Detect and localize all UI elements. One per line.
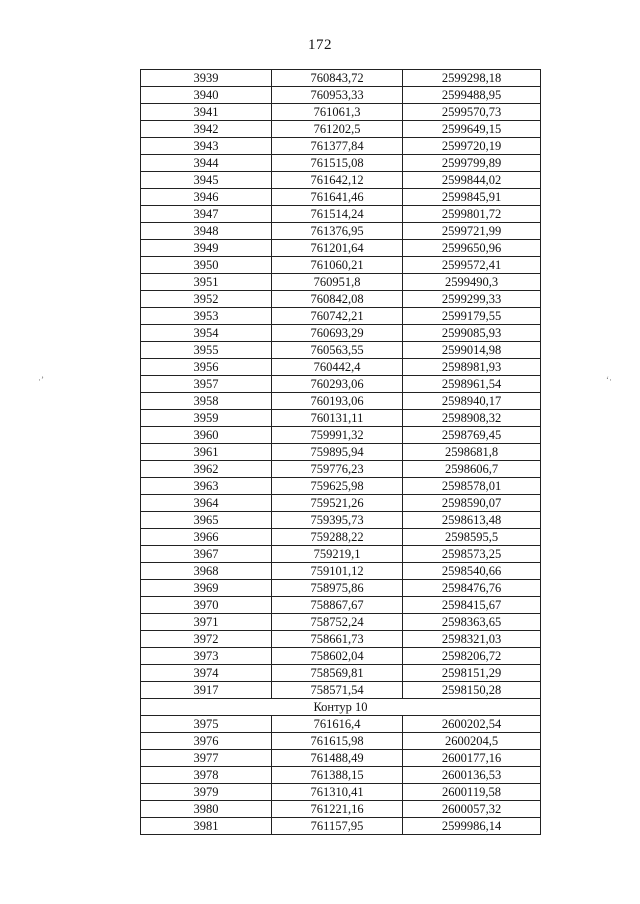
point-number-cell: 3977 bbox=[141, 750, 272, 767]
table-row bbox=[141, 478, 541, 495]
table-row bbox=[141, 682, 541, 699]
point-number-cell: 3972 bbox=[141, 631, 272, 648]
x-coordinate-cell: 758602,04 bbox=[272, 648, 403, 665]
point-number-cell: 3943 bbox=[141, 138, 272, 155]
point-number-cell: 3959 bbox=[141, 410, 272, 427]
y-coordinate-cell: 2598573,25 bbox=[403, 546, 541, 563]
section2-body bbox=[141, 716, 541, 835]
x-coordinate-cell: 758975,86 bbox=[272, 580, 403, 597]
table-row bbox=[141, 121, 541, 138]
x-coordinate-cell: 761615,98 bbox=[272, 733, 403, 750]
point-number-cell: 3947 bbox=[141, 206, 272, 223]
y-coordinate-cell: 2599085,93 bbox=[403, 325, 541, 342]
point-number-cell: 3981 bbox=[141, 818, 272, 835]
point-number-cell: 3974 bbox=[141, 665, 272, 682]
x-coordinate-cell: 759776,23 bbox=[272, 461, 403, 478]
x-coordinate-cell: 761061,3 bbox=[272, 104, 403, 121]
table-row bbox=[141, 410, 541, 427]
y-coordinate-cell: 2598595,5 bbox=[403, 529, 541, 546]
y-coordinate-cell: 2598981,93 bbox=[403, 359, 541, 376]
x-coordinate-cell: 760843,72 bbox=[272, 70, 403, 87]
x-coordinate-cell: 759395,73 bbox=[272, 512, 403, 529]
point-number-cell: 3970 bbox=[141, 597, 272, 614]
table-row bbox=[141, 155, 541, 172]
x-coordinate-cell: 761377,84 bbox=[272, 138, 403, 155]
table-row bbox=[141, 427, 541, 444]
table-row bbox=[141, 801, 541, 818]
point-number-cell: 3948 bbox=[141, 223, 272, 240]
y-coordinate-cell: 2598578,01 bbox=[403, 478, 541, 495]
x-coordinate-cell: 759895,94 bbox=[272, 444, 403, 461]
table-row bbox=[141, 274, 541, 291]
y-coordinate-cell: 2600119,58 bbox=[403, 784, 541, 801]
point-number-cell: 3967 bbox=[141, 546, 272, 563]
point-number-cell: 3953 bbox=[141, 308, 272, 325]
y-coordinate-cell: 2599490,3 bbox=[403, 274, 541, 291]
table-row bbox=[141, 512, 541, 529]
x-coordinate-cell: 760293,06 bbox=[272, 376, 403, 393]
x-coordinate-cell: 759625,98 bbox=[272, 478, 403, 495]
x-coordinate-cell: 759288,22 bbox=[272, 529, 403, 546]
x-coordinate-cell: 761157,95 bbox=[272, 818, 403, 835]
table-row bbox=[141, 750, 541, 767]
x-coordinate-cell: 759219,1 bbox=[272, 546, 403, 563]
table-row bbox=[141, 240, 541, 257]
table-row bbox=[141, 444, 541, 461]
point-number-cell: 3968 bbox=[141, 563, 272, 580]
section1-body bbox=[141, 70, 541, 699]
x-coordinate-cell: 759101,12 bbox=[272, 563, 403, 580]
table-row bbox=[141, 104, 541, 121]
x-coordinate-cell: 761310,41 bbox=[272, 784, 403, 801]
x-coordinate-cell: 760193,06 bbox=[272, 393, 403, 410]
x-coordinate-cell: 761642,12 bbox=[272, 172, 403, 189]
y-coordinate-cell: 2599721,99 bbox=[403, 223, 541, 240]
y-coordinate-cell: 2599720,19 bbox=[403, 138, 541, 155]
point-number-cell: 3942 bbox=[141, 121, 272, 138]
x-coordinate-cell: 761488,49 bbox=[272, 750, 403, 767]
point-number-cell: 3955 bbox=[141, 342, 272, 359]
point-number-cell: 3980 bbox=[141, 801, 272, 818]
table-row bbox=[141, 461, 541, 478]
point-number-cell: 3945 bbox=[141, 172, 272, 189]
page-number: 172 bbox=[308, 37, 332, 53]
y-coordinate-cell: 2598908,32 bbox=[403, 410, 541, 427]
table-row bbox=[141, 529, 541, 546]
x-coordinate-cell: 761514,24 bbox=[272, 206, 403, 223]
point-number-cell: 3960 bbox=[141, 427, 272, 444]
table-row bbox=[141, 172, 541, 189]
point-number-cell: 3944 bbox=[141, 155, 272, 172]
y-coordinate-cell: 2598415,67 bbox=[403, 597, 541, 614]
table-row bbox=[141, 189, 541, 206]
y-coordinate-cell: 2598150,28 bbox=[403, 682, 541, 699]
x-coordinate-cell: 761376,95 bbox=[272, 223, 403, 240]
y-coordinate-cell: 2598681,8 bbox=[403, 444, 541, 461]
table-row bbox=[141, 206, 541, 223]
x-coordinate-cell: 760842,08 bbox=[272, 291, 403, 308]
x-coordinate-cell: 761221,16 bbox=[272, 801, 403, 818]
x-coordinate-cell: 760953,33 bbox=[272, 87, 403, 104]
table-row bbox=[141, 325, 541, 342]
y-coordinate-cell: 2598151,29 bbox=[403, 665, 541, 682]
contour-header-row bbox=[141, 699, 541, 716]
point-number-cell: 3949 bbox=[141, 240, 272, 257]
point-number-cell: 3957 bbox=[141, 376, 272, 393]
point-number-cell: 3971 bbox=[141, 614, 272, 631]
table-row bbox=[141, 359, 541, 376]
y-coordinate-cell: 2600057,32 bbox=[403, 801, 541, 818]
x-coordinate-cell: 760442,4 bbox=[272, 359, 403, 376]
x-coordinate-cell: 759991,32 bbox=[272, 427, 403, 444]
table-row bbox=[141, 291, 541, 308]
margin-mark-right: ‘· bbox=[606, 375, 612, 385]
table-row bbox=[141, 665, 541, 682]
x-coordinate-cell: 758752,24 bbox=[272, 614, 403, 631]
y-coordinate-cell: 2599845,91 bbox=[403, 189, 541, 206]
y-coordinate-cell: 2599570,73 bbox=[403, 104, 541, 121]
table-row bbox=[141, 393, 541, 410]
point-number-cell: 3939 bbox=[141, 70, 272, 87]
point-number-cell: 3979 bbox=[141, 784, 272, 801]
table-row bbox=[141, 546, 541, 563]
table-row bbox=[141, 342, 541, 359]
table-row bbox=[141, 733, 541, 750]
y-coordinate-cell: 2599986,14 bbox=[403, 818, 541, 835]
x-coordinate-cell: 758571,54 bbox=[272, 682, 403, 699]
margin-mark-left: ·’ bbox=[38, 375, 44, 385]
x-coordinate-cell: 758569,81 bbox=[272, 665, 403, 682]
point-number-cell: 3951 bbox=[141, 274, 272, 291]
y-coordinate-cell: 2598590,07 bbox=[403, 495, 541, 512]
point-number-cell: 3975 bbox=[141, 716, 272, 733]
y-coordinate-cell: 2598321,03 bbox=[403, 631, 541, 648]
y-coordinate-cell: 2598363,65 bbox=[403, 614, 541, 631]
x-coordinate-cell: 761060,21 bbox=[272, 257, 403, 274]
y-coordinate-cell: 2598540,66 bbox=[403, 563, 541, 580]
point-number-cell: 3962 bbox=[141, 461, 272, 478]
table-row bbox=[141, 767, 541, 784]
point-number-cell: 3965 bbox=[141, 512, 272, 529]
point-number-cell: 3917 bbox=[141, 682, 272, 699]
point-number-cell: 3973 bbox=[141, 648, 272, 665]
point-number-cell: 3961 bbox=[141, 444, 272, 461]
y-coordinate-cell: 2598613,48 bbox=[403, 512, 541, 529]
point-number-cell: 3964 bbox=[141, 495, 272, 512]
table-row bbox=[141, 597, 541, 614]
y-coordinate-cell: 2599801,72 bbox=[403, 206, 541, 223]
table-row bbox=[141, 87, 541, 104]
x-coordinate-cell: 761202,5 bbox=[272, 121, 403, 138]
y-coordinate-cell: 2599799,89 bbox=[403, 155, 541, 172]
point-number-cell: 3976 bbox=[141, 733, 272, 750]
y-coordinate-cell: 2598606,7 bbox=[403, 461, 541, 478]
y-coordinate-cell: 2599488,95 bbox=[403, 87, 541, 104]
y-coordinate-cell: 2599844,02 bbox=[403, 172, 541, 189]
point-number-cell: 3952 bbox=[141, 291, 272, 308]
point-number-cell: 3941 bbox=[141, 104, 272, 121]
table-row bbox=[141, 648, 541, 665]
x-coordinate-cell: 761616,4 bbox=[272, 716, 403, 733]
y-coordinate-cell: 2599650,96 bbox=[403, 240, 541, 257]
contour-label: Контур 10 bbox=[141, 699, 541, 716]
point-number-cell: 3954 bbox=[141, 325, 272, 342]
y-coordinate-cell: 2600204,5 bbox=[403, 733, 541, 750]
y-coordinate-cell: 2598769,45 bbox=[403, 427, 541, 444]
table-row bbox=[141, 580, 541, 597]
point-number-cell: 3956 bbox=[141, 359, 272, 376]
table-row bbox=[141, 257, 541, 274]
table-row bbox=[141, 563, 541, 580]
y-coordinate-cell: 2599298,18 bbox=[403, 70, 541, 87]
x-coordinate-cell: 761515,08 bbox=[272, 155, 403, 172]
contour-header-body bbox=[141, 699, 541, 716]
table-row bbox=[141, 495, 541, 512]
y-coordinate-cell: 2599572,41 bbox=[403, 257, 541, 274]
coordinates-table bbox=[140, 69, 541, 835]
y-coordinate-cell: 2599299,33 bbox=[403, 291, 541, 308]
table-row bbox=[141, 631, 541, 648]
x-coordinate-cell: 758867,67 bbox=[272, 597, 403, 614]
point-number-cell: 3950 bbox=[141, 257, 272, 274]
x-coordinate-cell: 761201,64 bbox=[272, 240, 403, 257]
point-number-cell: 3940 bbox=[141, 87, 272, 104]
y-coordinate-cell: 2598940,17 bbox=[403, 393, 541, 410]
x-coordinate-cell: 761641,46 bbox=[272, 189, 403, 206]
x-coordinate-cell: 760951,8 bbox=[272, 274, 403, 291]
point-number-cell: 3978 bbox=[141, 767, 272, 784]
x-coordinate-cell: 758661,73 bbox=[272, 631, 403, 648]
x-coordinate-cell: 760131,11 bbox=[272, 410, 403, 427]
table-row bbox=[141, 223, 541, 240]
table-row bbox=[141, 818, 541, 835]
x-coordinate-cell: 760742,21 bbox=[272, 308, 403, 325]
y-coordinate-cell: 2599014,98 bbox=[403, 342, 541, 359]
y-coordinate-cell: 2599179,55 bbox=[403, 308, 541, 325]
table-row bbox=[141, 138, 541, 155]
y-coordinate-cell: 2598476,76 bbox=[403, 580, 541, 597]
table-row bbox=[141, 716, 541, 733]
y-coordinate-cell: 2600136,53 bbox=[403, 767, 541, 784]
y-coordinate-cell: 2598961,54 bbox=[403, 376, 541, 393]
point-number-cell: 3958 bbox=[141, 393, 272, 410]
point-number-cell: 3946 bbox=[141, 189, 272, 206]
table-row bbox=[141, 376, 541, 393]
y-coordinate-cell: 2598206,72 bbox=[403, 648, 541, 665]
y-coordinate-cell: 2600202,54 bbox=[403, 716, 541, 733]
y-coordinate-cell: 2599649,15 bbox=[403, 121, 541, 138]
point-number-cell: 3963 bbox=[141, 478, 272, 495]
x-coordinate-cell: 759521,26 bbox=[272, 495, 403, 512]
point-number-cell: 3966 bbox=[141, 529, 272, 546]
table-row bbox=[141, 70, 541, 87]
x-coordinate-cell: 760563,55 bbox=[272, 342, 403, 359]
point-number-cell: 3969 bbox=[141, 580, 272, 597]
table-row bbox=[141, 784, 541, 801]
x-coordinate-cell: 761388,15 bbox=[272, 767, 403, 784]
table-row bbox=[141, 614, 541, 631]
x-coordinate-cell: 760693,29 bbox=[272, 325, 403, 342]
table-row bbox=[141, 308, 541, 325]
y-coordinate-cell: 2600177,16 bbox=[403, 750, 541, 767]
